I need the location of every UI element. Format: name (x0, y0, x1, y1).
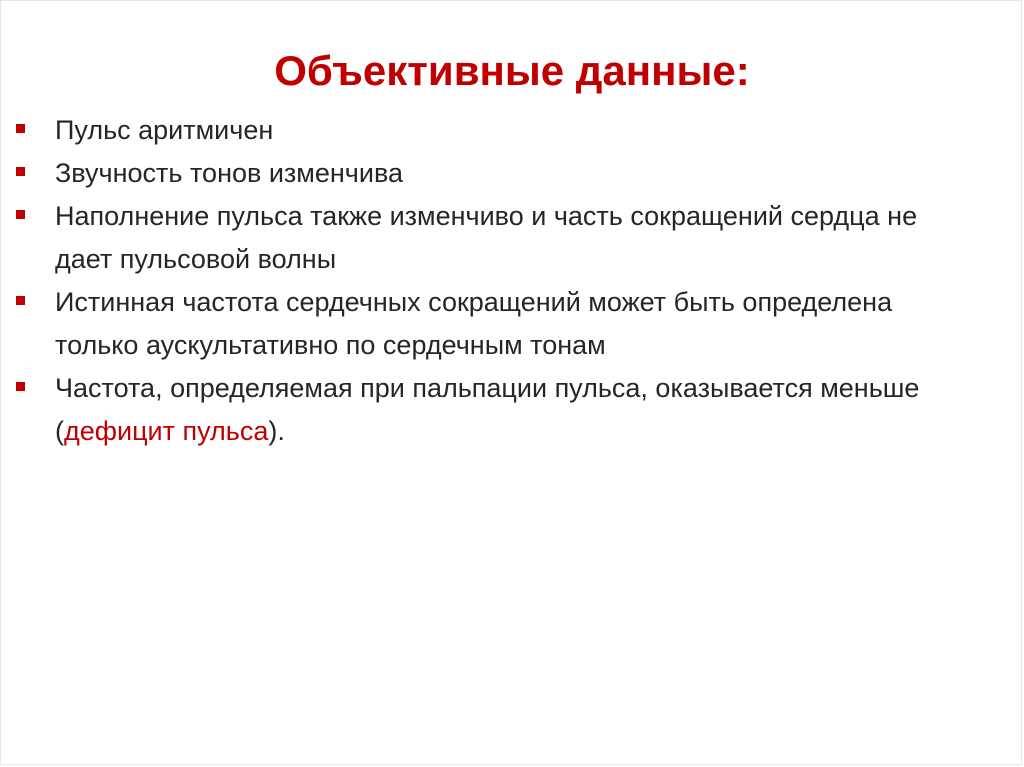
bullet-list (1, 109, 1022, 453)
pulse-deficit-highlight: дефицит пульса (64, 416, 269, 446)
bullet-square-icon (16, 167, 25, 176)
bullet-item (1, 195, 1022, 281)
bullet-square-icon (16, 382, 25, 391)
bullet-text-after: ). (268, 416, 285, 446)
bullet-square-icon (16, 210, 25, 219)
bullet-square-icon (16, 296, 25, 305)
bullet-item (1, 367, 1022, 453)
bullet-square-icon (16, 124, 25, 133)
bullet-item (1, 281, 1022, 367)
bullet-text: Пульс аритмичен (55, 115, 274, 145)
slide-title: Объективные данные: (274, 47, 750, 94)
bullet-text: Звучность тонов изменчива (55, 158, 403, 188)
bullet-item (1, 109, 1022, 152)
bullet-item (1, 152, 1022, 195)
bullet-text-before: Частота, определяемая при пальпации пульса, оказывается меньше ( (55, 373, 920, 446)
bullet-text: Наполнение пульса также изменчиво и часть сокращений сердца не дает пульсовой волны (55, 201, 918, 274)
bullet-text: Истинная частота сердечных сокращений может быть определена только аускультативно по сердечным тонам (55, 287, 893, 360)
